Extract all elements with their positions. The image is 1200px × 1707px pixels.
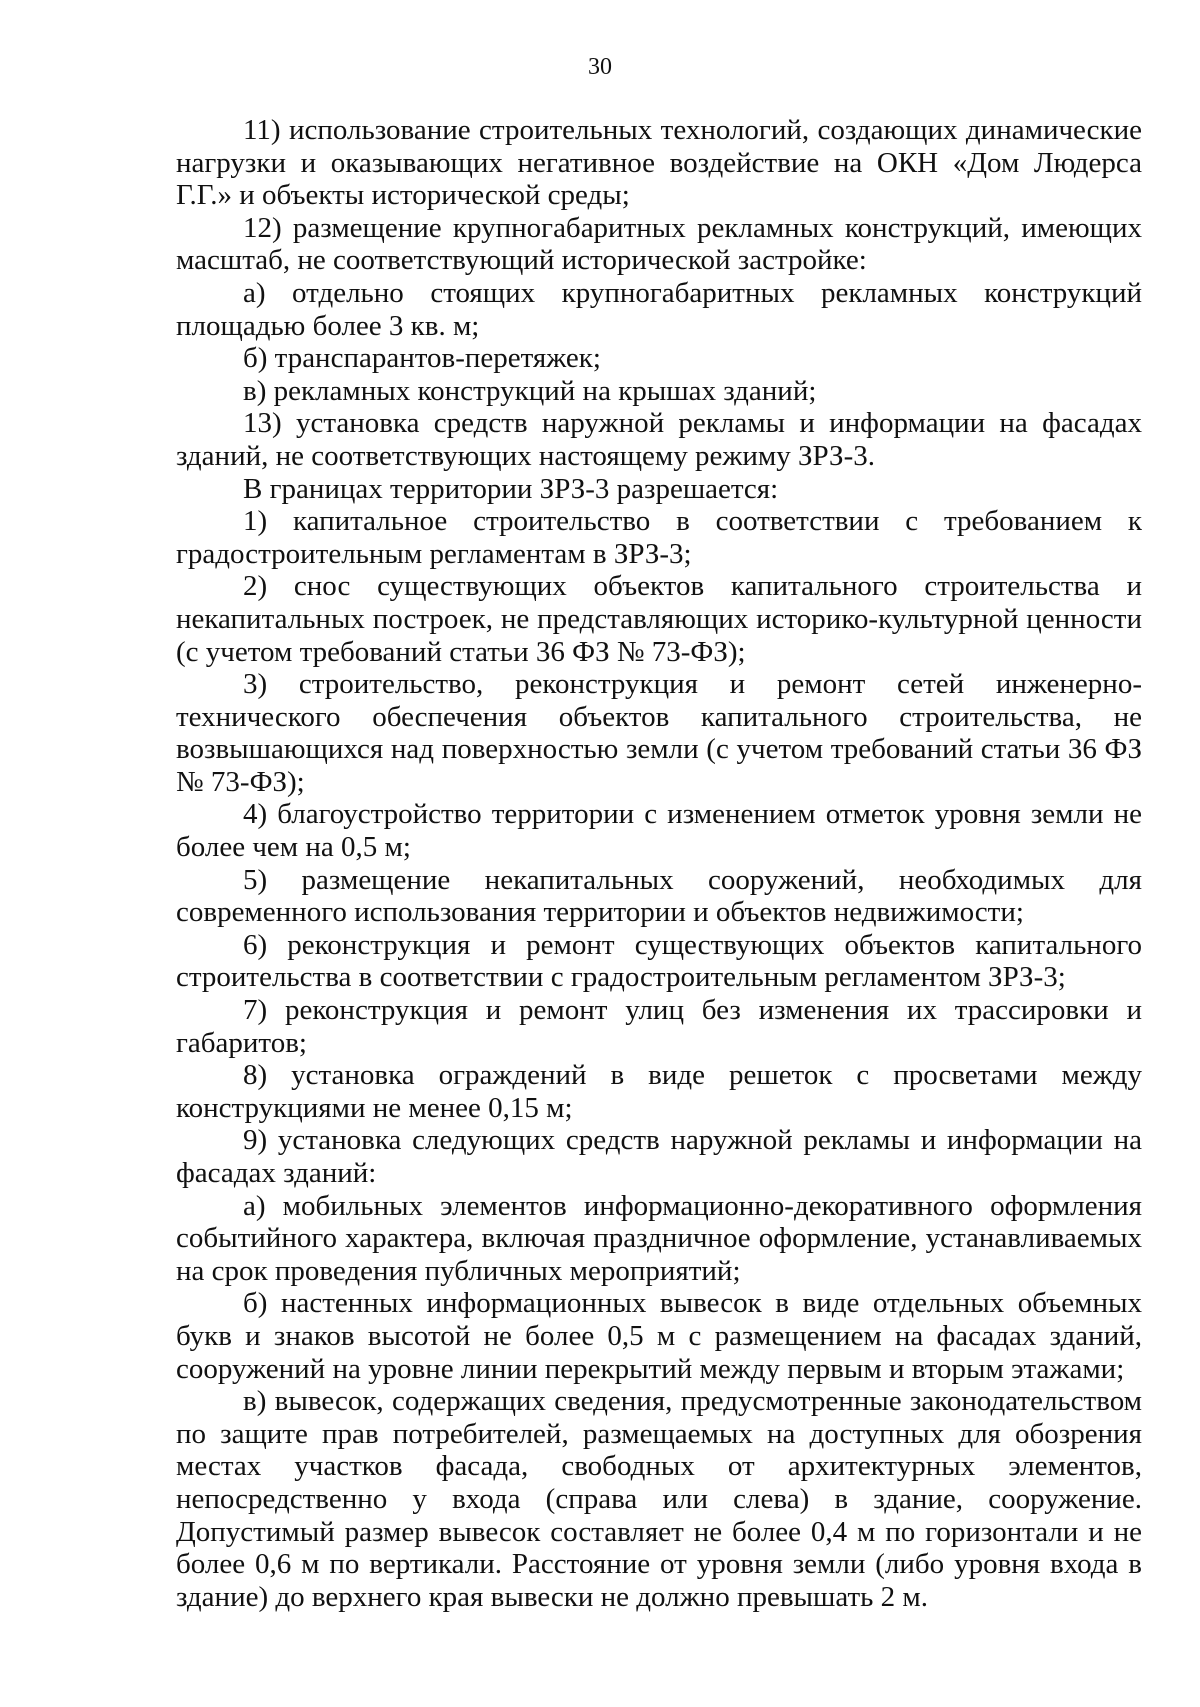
- paragraph-allowed-8: 8) установка ограждений в виде решеток с просветами между конструкциями не менее 0,15 м;: [176, 1059, 1142, 1124]
- paragraph-allowed-5: 5) размещение некапитальных сооружений, необходимых для современного использования территории и объектов недвижимости;: [176, 863, 1142, 929]
- paragraph-allowed-heading: В границах территории ЗРЗ-3 разрешается:: [243, 472, 779, 505]
- paragraph-allowed-1: 1) капитальное строительство в соответствии с требованием к градостроительным регламентам в ЗРЗ-3;: [176, 505, 1142, 570]
- paragraph-item-12: 12) размещение крупногабаритных рекламных конструкций, имеющих масштаб, не соответствующий исторической застройке:: [176, 211, 1142, 277]
- document-body: [176, 114, 1142, 1613]
- paragraph-item-11: 11) использование строительных технологий, создающих динамические нагрузки и оказывающих негативное воздействие на ОКН «Дом Людерса Г.Г.» и объекты исторической среды;: [176, 114, 1142, 212]
- paragraph-allowed-6: 6) реконструкция и ремонт существующих объектов капитального строительства в соответствии с градостроительным регламентом ЗРЗ-3;: [176, 928, 1142, 994]
- paragraph-allowed-2: 2) снос существующих объектов капитального строительства и некапитальных построек, не представляющих историко-культурной ценности (с учетом требований статьи 36 ФЗ № 73-ФЗ);: [176, 570, 1142, 668]
- paragraph-allowed-9-b: б) настенных информационных вывесок в виде отдельных объемных букв и знаков высотой не более 0,5 м с размещением на фасадах зданий, сооружений на уровне линии перекрытий между первым и вторым этажами;: [176, 1287, 1142, 1385]
- paragraph-allowed-9-v: в) вывесок, содержащих сведения, предусмотренные законодательством по защите прав потребителей, размещаемых на доступных для обозрения местах участков фасада, свободных от архитектурных элементов, непосредственно у входа (справа или слева) в здание, сооружение. Допустимый размер вывесок составляет не более 0,4 м по горизонтали и не более 0,6 м по вертикали. Расстояние от уровня земли (либо уровня входа в здание) до верхнего края вывески не должно превышать 2 м.: [176, 1385, 1142, 1613]
- page-number: 30: [588, 54, 612, 80]
- paragraph-subitem-a: а) отдельно стоящих крупногабаритных рекламных конструкций площадью более 3 кв. м;: [176, 276, 1142, 342]
- paragraph-allowed-3: 3) строительство, реконструкция и ремонт сетей инженерно-технического обеспечения объектов капитального строительства, не возвышающихся над поверхностью земли (с учетом требований статьи 36 ФЗ № 73-ФЗ);: [176, 668, 1142, 798]
- paragraph-subitem-v: в) рекламных конструкций на крышах зданий;: [243, 374, 817, 407]
- paragraph-item-13: 13) установка средств наружной рекламы и информации на фасадах зданий, не соответствующих настоящему режиму ЗРЗ-3.: [176, 407, 1142, 472]
- paragraph-allowed-9-a: а) мобильных элементов информационно-декоративного оформления событийного характера, включая праздничное оформление, устанавливаемых на срок проведения публичных мероприятий;: [176, 1189, 1142, 1287]
- paragraph-subitem-b: б) транспарантов-перетяжек;: [243, 342, 601, 375]
- paragraph-allowed-9: 9) установка следующих средств наружной рекламы и информации на фасадах зданий:: [176, 1124, 1142, 1189]
- paragraph-allowed-4: 4) благоустройство территории с изменением отметок уровня земли не более чем на 0,5 м;: [176, 798, 1142, 864]
- paragraph-allowed-7: 7) реконструкция и ремонт улиц без изменения их трассировки и габаритов;: [176, 994, 1142, 1059]
